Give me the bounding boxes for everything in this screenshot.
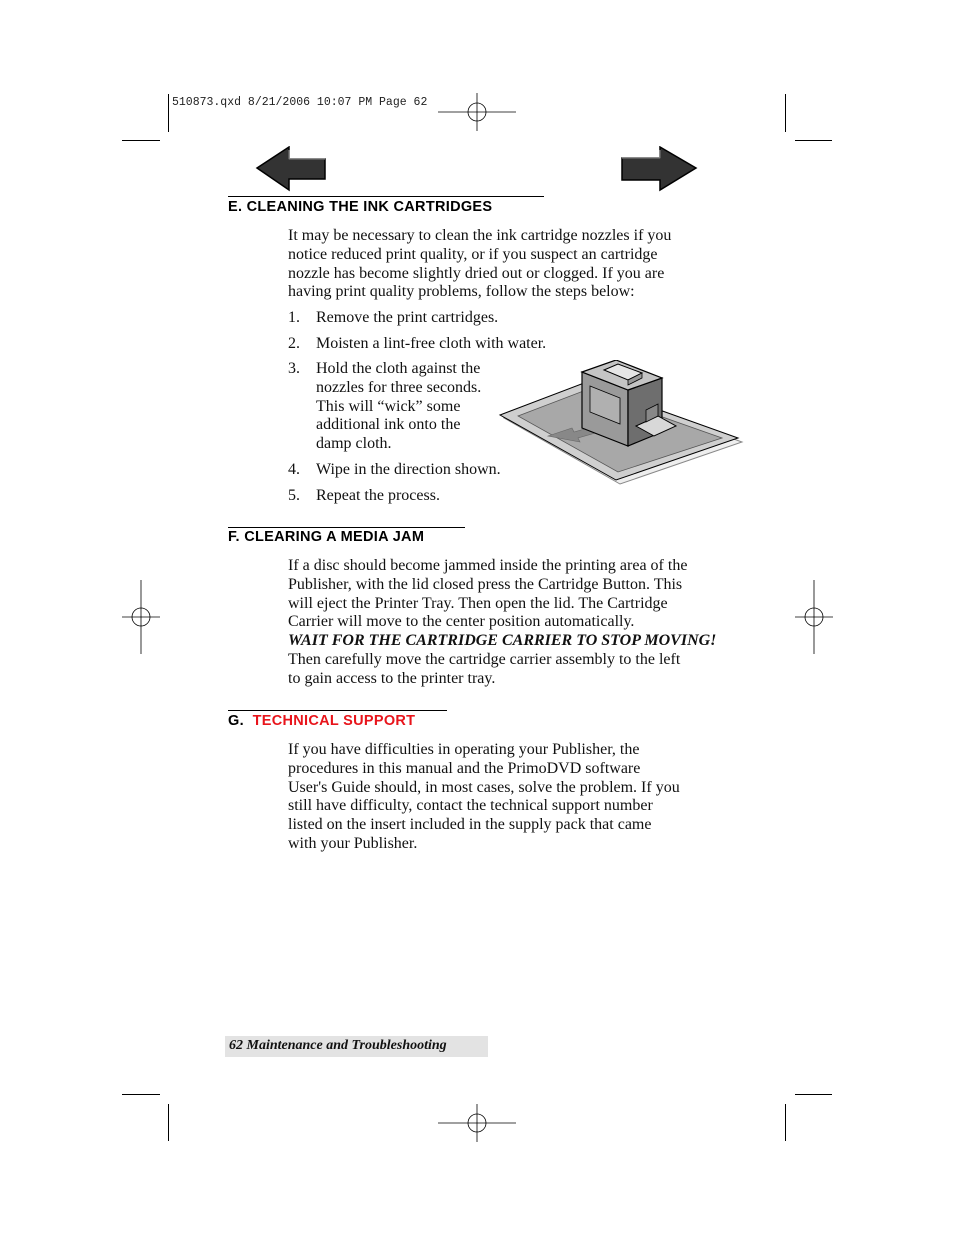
- text-line: notice reduced print quality, or if you suspect an cartridge: [288, 245, 658, 263]
- step-number: 2.: [288, 335, 300, 352]
- section-rule: [228, 527, 465, 528]
- registration-mark-icon: [438, 1104, 516, 1142]
- step-text: Repeat the process.: [316, 487, 440, 504]
- crop-mark: [795, 140, 832, 141]
- section-f-text: [288, 557, 738, 689]
- text-line: Publisher, with the lid closed press the Cartridge Button. This: [288, 575, 683, 593]
- crop-mark: [168, 94, 169, 132]
- text-line: nozzles for three seconds.: [316, 378, 482, 396]
- section-e-intro: [288, 227, 728, 302]
- step-text: Moisten a lint-free cloth with water.: [316, 335, 547, 352]
- step-number: 4.: [288, 461, 300, 478]
- text-line: having print quality problems, follow the steps below:: [288, 283, 635, 301]
- step-text: [316, 360, 481, 454]
- crop-mark: [795, 1094, 832, 1095]
- registration-mark-icon: [795, 580, 833, 654]
- section-f-heading: F. CLEARING A MEDIA JAM: [228, 529, 425, 545]
- crop-mark: [122, 1094, 160, 1095]
- text-line: will eject the Printer Tray. Then open the lid. The Cartridge: [288, 594, 668, 612]
- text-line: Then carefully move the cartridge carrier assembly to the left: [288, 650, 681, 668]
- step-number: 5.: [288, 487, 300, 504]
- text-line: nozzle has become slightly dried out or clogged. If you are: [288, 264, 665, 282]
- text-line: It may be necessary to clean the ink cartridge nozzles if you: [288, 227, 672, 244]
- ink-cartridge-illustration: [496, 360, 746, 488]
- crop-mark: [785, 1104, 786, 1141]
- text-line: User's Guide should, in most cases, solve the problem. If you: [288, 778, 680, 796]
- text-line: additional ink onto the: [316, 416, 461, 434]
- text-line: still have difficulty, contact the technical support number: [288, 797, 653, 815]
- text-line: damp cloth.: [316, 435, 392, 453]
- step-text: Remove the print cartridges.: [316, 309, 499, 326]
- section-e-heading: E. CLEANING THE INK CARTRIDGES: [228, 199, 493, 215]
- section-rule: [228, 710, 447, 711]
- text-line: listed on the insert included in the supply pack that came: [288, 816, 652, 834]
- text-line: This will “wick” some: [316, 397, 461, 415]
- text-line: If you have difficulties in operating your Publisher, the: [288, 741, 640, 758]
- text-line: to gain access to the printer tray.: [288, 669, 496, 687]
- text-line: Carrier will move to the center position automatically.: [288, 613, 635, 631]
- section-g-label: G.: [228, 713, 244, 729]
- crop-mark: [785, 94, 786, 132]
- text-line: with your Publisher.: [288, 834, 418, 852]
- warning-text: WAIT FOR THE CARTRIDGE CARRIER TO STOP MOVING!: [288, 632, 717, 650]
- registration-mark-icon: [438, 93, 516, 131]
- page-footer: 62 Maintenance and Troubleshooting: [229, 1038, 447, 1053]
- technical-support-link[interactable]: TECHNICAL SUPPORT: [252, 713, 416, 729]
- crop-mark: [122, 140, 160, 141]
- section-g-heading: [228, 713, 415, 729]
- section-rule: [228, 196, 544, 197]
- registration-mark-icon: [122, 580, 160, 654]
- step-text: Wipe in the direction shown.: [316, 461, 501, 478]
- crop-mark: [168, 1104, 169, 1141]
- section-g-text: [288, 741, 738, 854]
- slug-line: 510873.qxd 8/21/2006 10:07 PM Page 62: [172, 96, 428, 109]
- left-arrow-icon[interactable]: [254, 146, 328, 192]
- text-line: Hold the cloth against the: [316, 360, 481, 377]
- text-line: procedures in this manual and the PrimoDVD software: [288, 759, 641, 777]
- step-number: 1.: [288, 309, 300, 326]
- step-number: 3.: [288, 360, 300, 377]
- text-line: If a disc should become jammed inside the printing area of the: [288, 557, 688, 574]
- right-arrow-icon[interactable]: [619, 146, 699, 192]
